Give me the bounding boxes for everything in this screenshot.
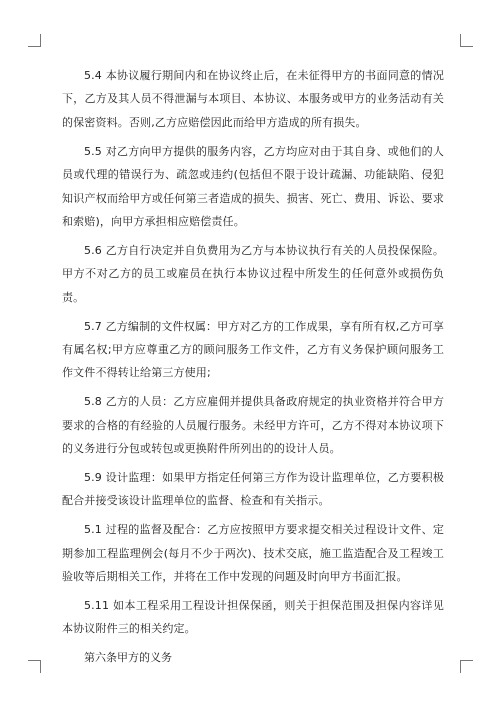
crop-mark-bottom-left xyxy=(28,660,41,673)
crop-mark-top-left xyxy=(28,34,41,47)
crop-mark-bottom-right xyxy=(460,660,473,673)
section-heading: 第六条甲方的义务 xyxy=(84,651,172,665)
crop-mark-top-right xyxy=(460,34,473,47)
clause-5-8: 5.8 乙方的人员：乙方应雇佣并提供具备政府规定的执业资格并符合甲方要求的合格的有经验的人员履行服务。未经甲方许可，乙方不得对本协议项下的义务进行分包或转包或更换附件所列出的的设计人员。 xyxy=(62,395,444,456)
clause-5-7: 5.7 乙方编制的文件权属：甲方对乙方的工作成果，享有所有权,乙方可享有属名权;甲方应尊重乙方的顾问服务工作文件，乙方有义务保护顾问服务工作文件不得转让给第三方使用; xyxy=(62,319,444,380)
clause-5-9: 5.9 设计监理：如果甲方指定任何第三方作为设计监理单位，乙方要积极配合并接受该设计监理单位的监督、检查和有关指示。 xyxy=(62,471,444,508)
document-body xyxy=(62,64,444,670)
clause-5-6: 5.6 乙方自行决定并自负费用为乙方与本协议执行有关的人员投保保险。甲方不对乙方的员工或雇员在执行本协议过程中所发生的任何意外或损伤负责。 xyxy=(62,243,444,304)
clause-5-10: 5.1 过程的监督及配合：乙方应按照甲方要求提交相关过程设计文件、定期参加工程监理例会(每月不少于两次)、技术交底，施工监造配合及工程竣工验收等后期相关工作，并将在工作中发现的问题及时向甲方书面汇报。 xyxy=(62,523,444,584)
clause-5-4: 5.4 本协议履行期间内和在协议终止后，在未征得甲方的书面同意的情况下，乙方及其人员不得泄漏与本项目、本协议、本服务或甲方的业务活动有关的保密资料。否则,乙方应赔偿因此而给甲方造成的所有损失。 xyxy=(62,69,444,129)
clause-5-11: 5.11 如本工程采用工程设计担保保函，则关于担保范围及担保内容详见本协议附件三的相关约定。 xyxy=(62,599,444,636)
clause-5-5: 5.5 对乙方向甲方提供的服务内容，乙方均应对由于其自身、或他们的人员或代理的错误行为、疏忽或违约(包括但不限于设计疏漏、功能缺陷、侵犯知识产权而给甲方或任何第三者造成的损失、损害、死亡、费用、诉讼、要求和索赔)，向甲方承担相应赔偿责任。 xyxy=(62,144,444,228)
